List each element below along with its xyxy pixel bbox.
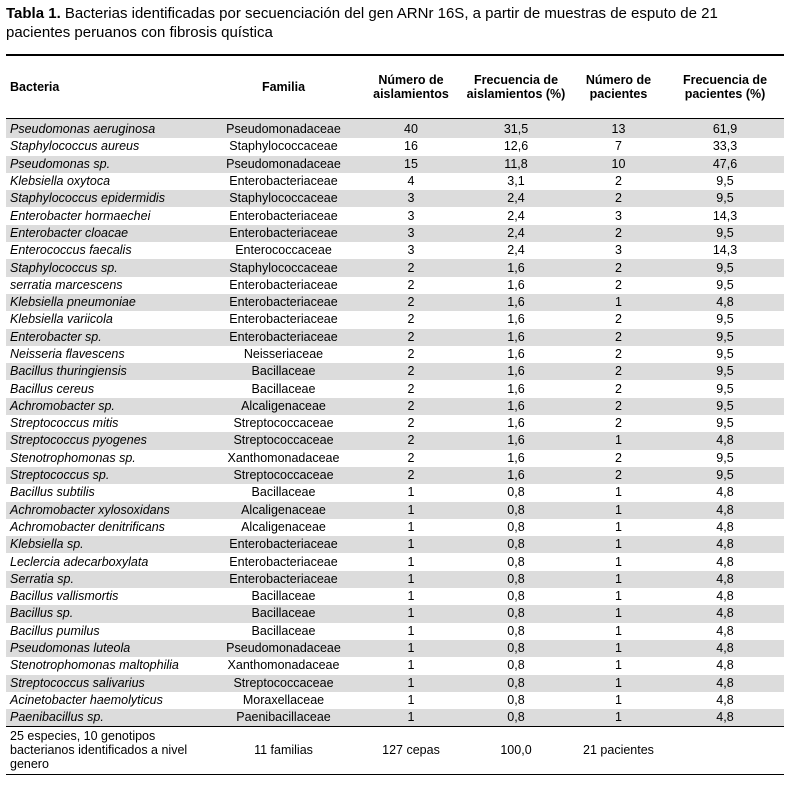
table-row	[6, 156, 784, 173]
cell-numero-pacientes: 3	[615, 243, 622, 258]
cell-bacteria: Neisseria flavescens	[10, 347, 125, 361]
table-row	[6, 675, 784, 692]
cell-frecuencia-aislamientos: 1,6	[507, 312, 525, 327]
cell-frecuencia-pacientes: 4,8	[716, 692, 734, 707]
cell-numero-aislamientos: 1	[407, 658, 415, 673]
cell-frecuencia-pacientes: 4,8	[716, 658, 734, 673]
cell-bacteria: Achromobacter denitrificans	[10, 519, 165, 534]
cell-frecuencia-pacientes: 14,3	[712, 208, 738, 223]
cell-familia: Streptococcaceae	[206, 467, 361, 484]
cell-frecuencia-pacientes: 9,5	[716, 450, 734, 465]
cell-numero-pacientes: 2	[571, 225, 666, 242]
cell-numero-aislamientos: 3	[407, 243, 415, 258]
cell-frecuencia-aislamientos: 0,8	[461, 709, 571, 727]
cell-familia: Enterobacteriaceae	[229, 174, 338, 189]
cell-frecuencia-pacientes: 4,8	[666, 640, 784, 657]
cell-numero-aislamientos: 16	[404, 139, 418, 154]
cell-frecuencia-pacientes: 61,9	[666, 119, 784, 139]
cell-numero-aislamientos: 2	[407, 381, 415, 396]
cell-numero-pacientes: 2	[615, 174, 622, 189]
cell-familia: Pseudomonadaceae	[206, 156, 361, 173]
cell-numero-aislamientos: 1	[407, 554, 415, 569]
cell-frecuencia-aislamientos: 31,5	[461, 119, 571, 139]
cell-familia: Pseudomonadaceae	[206, 640, 361, 657]
cell-frecuencia-pacientes: 9,5	[716, 416, 734, 431]
footer-aislamientos-summary: 127 cepas	[361, 727, 461, 775]
cell-familia: Alcaligenaceae	[206, 502, 361, 519]
cell-bacteria: Pseudomonas aeruginosa	[6, 119, 206, 139]
cell-numero-pacientes: 2	[571, 398, 666, 415]
cell-frecuencia-aislamientos: 0,8	[461, 536, 571, 553]
table-row	[6, 380, 784, 397]
cell-bacteria: Stenotrophomonas sp.	[10, 450, 136, 465]
cell-frecuencia-pacientes: 9,5	[716, 277, 734, 292]
cell-numero-pacientes: 2	[615, 347, 622, 361]
cell-numero-pacientes: 1	[615, 485, 622, 500]
cell-familia: Alcaligenaceae	[241, 519, 326, 534]
cell-familia: Xanthomonadaceae	[227, 658, 340, 673]
cell-frecuencia-pacientes: 4,8	[666, 709, 784, 727]
cell-bacteria: Klebsiella oxytoca	[10, 174, 111, 189]
cell-numero-pacientes: 2	[615, 312, 622, 327]
table-row	[6, 190, 784, 207]
cell-numero-pacientes: 1	[615, 519, 622, 534]
cell-bacteria: Streptococcus sp.	[6, 467, 206, 484]
cell-frecuencia-aislamientos: 0,8	[507, 485, 525, 500]
cell-familia: Streptococcaceae	[206, 675, 361, 692]
header-row	[6, 55, 784, 119]
cell-frecuencia-aislamientos: 1,6	[461, 329, 571, 346]
cell-frecuencia-pacientes: 4,8	[666, 502, 784, 519]
footer-freq-pacientes-summary	[666, 727, 784, 775]
cell-frecuencia-pacientes: 4,8	[716, 485, 734, 500]
cell-numero-pacientes: 2	[571, 329, 666, 346]
cell-frecuencia-aislamientos: 1,6	[461, 398, 571, 415]
cell-familia: Paenibacillaceae	[206, 709, 361, 727]
cell-numero-pacientes: 2	[571, 363, 666, 380]
cell-frecuencia-aislamientos: 1,6	[461, 294, 571, 311]
header-bacteria: Bacteria	[6, 55, 206, 119]
cell-familia: Enterobacteriaceae	[206, 329, 361, 346]
cell-numero-pacientes: 2	[571, 259, 666, 276]
table-row	[6, 623, 784, 640]
cell-bacteria: Acinetobacter haemolyticus	[10, 692, 163, 707]
cell-numero-aislamientos: 1	[361, 605, 461, 622]
cell-bacteria: Staphylococcus aureus	[10, 139, 140, 154]
cell-numero-aislamientos: 1	[361, 502, 461, 519]
cell-numero-aislamientos: 2	[361, 432, 461, 449]
cell-frecuencia-pacientes: 9,5	[666, 259, 784, 276]
cell-bacteria: Bacillus subtilis	[10, 485, 95, 500]
cell-frecuencia-pacientes: 9,5	[666, 225, 784, 242]
cell-frecuencia-pacientes: 4,8	[666, 536, 784, 553]
table-row	[6, 225, 784, 242]
table-row	[6, 588, 784, 605]
cell-frecuencia-pacientes: 9,5	[716, 174, 734, 189]
cell-familia: Bacillaceae	[251, 623, 316, 638]
cell-numero-aislamientos: 1	[361, 640, 461, 657]
cell-familia: Pseudomonadaceae	[206, 119, 361, 139]
cell-frecuencia-aislamientos: 0,8	[507, 692, 525, 707]
cell-familia: Streptococcaceae	[206, 432, 361, 449]
cell-familia: Enterobacteriaceae	[206, 294, 361, 311]
cell-frecuencia-pacientes: 9,5	[716, 347, 734, 361]
table-row	[6, 605, 784, 622]
cell-numero-aislamientos: 2	[407, 312, 415, 327]
cell-numero-pacientes: 1	[571, 605, 666, 622]
cell-numero-aislamientos: 2	[361, 398, 461, 415]
cell-frecuencia-aislamientos: 0,8	[461, 502, 571, 519]
table-row	[6, 311, 784, 328]
table-row	[6, 709, 784, 727]
table-row	[6, 432, 784, 449]
cell-bacteria: Staphylococcus sp.	[6, 259, 206, 276]
cell-frecuencia-pacientes: 4,8	[716, 554, 734, 569]
cell-familia: Enterobacteriaceae	[206, 571, 361, 588]
table-caption	[6, 4, 786, 42]
cell-numero-pacientes: 2	[615, 416, 622, 431]
table-row	[6, 259, 784, 276]
cell-frecuencia-aislamientos: 3,1	[507, 174, 525, 189]
cell-familia: Enterobacteriaceae	[206, 536, 361, 553]
cell-numero-aislamientos: 1	[407, 692, 415, 707]
cell-familia: Neisseriaceae	[243, 347, 324, 361]
cell-numero-aislamientos: 40	[361, 119, 461, 139]
cell-numero-aislamientos: 2	[407, 450, 415, 465]
cell-frecuencia-pacientes: 9,5	[666, 190, 784, 207]
cell-bacteria: Stenotrophomonas maltophilia	[10, 658, 179, 673]
footer-bacteria-summary: 25 especies, 10 genotipos bacterianos identificados a nivel genero	[6, 727, 206, 775]
cell-numero-aislamientos: 2	[407, 347, 415, 361]
table-row	[6, 207, 784, 224]
cell-bacteria: Achromobacter sp.	[6, 398, 206, 415]
table-row	[6, 571, 784, 588]
header-familia: Familia	[206, 55, 361, 119]
cell-familia: Alcaligenaceae	[206, 398, 361, 415]
cell-frecuencia-pacientes: 4,8	[666, 571, 784, 588]
cell-frecuencia-pacientes: 9,5	[666, 363, 784, 380]
cell-numero-aislamientos: 1	[407, 519, 415, 534]
cell-frecuencia-aislamientos: 2,4	[507, 243, 525, 258]
cell-numero-aislamientos: 3	[361, 225, 461, 242]
cell-bacteria: Bacillus vallismortis	[10, 589, 119, 604]
header-numero-pacientes: Número de pacientes	[571, 55, 666, 119]
cell-numero-pacientes: 2	[615, 381, 622, 396]
table-row	[6, 398, 784, 415]
cell-frecuencia-aislamientos: 0,8	[507, 554, 525, 569]
cell-bacteria: Bacillus sp.	[6, 605, 206, 622]
cell-familia: Bacillaceae	[251, 381, 316, 396]
cell-frecuencia-aislamientos: 0,8	[461, 675, 571, 692]
cell-familia: Enterobacteriaceae	[206, 225, 361, 242]
cell-bacteria: Pseudomonas sp.	[6, 156, 206, 173]
cell-familia: Staphylococcaceae	[229, 139, 338, 154]
cell-frecuencia-aislamientos: 1,6	[507, 277, 525, 292]
cell-familia: Enterococcaceae	[235, 243, 332, 258]
cell-frecuencia-aislamientos: 0,8	[461, 605, 571, 622]
table-body	[6, 119, 784, 727]
cell-numero-aislamientos: 2	[361, 329, 461, 346]
cell-familia: Enterobacteriaceae	[229, 208, 338, 223]
cell-frecuencia-pacientes: 9,5	[666, 398, 784, 415]
cell-frecuencia-aislamientos: 1,6	[461, 259, 571, 276]
cell-bacteria: Staphylococcus epidermidis	[6, 190, 206, 207]
cell-bacteria: Bacillus cereus	[10, 381, 95, 396]
table-row	[6, 484, 784, 501]
table-row	[6, 450, 784, 467]
header-frecuencia-pacientes: Frecuencia de pacientes (%)	[666, 55, 784, 119]
cell-frecuencia-pacientes: 4,8	[666, 605, 784, 622]
cell-frecuencia-aislamientos: 2,4	[461, 190, 571, 207]
cell-frecuencia-pacientes: 4,8	[666, 432, 784, 449]
cell-numero-pacientes: 1	[571, 640, 666, 657]
cell-frecuencia-pacientes: 47,6	[666, 156, 784, 173]
table-row	[6, 467, 784, 484]
cell-frecuencia-pacientes: 9,5	[666, 329, 784, 346]
cell-frecuencia-pacientes: 4,8	[666, 675, 784, 692]
cell-bacteria: Enterobacter hormaechei	[10, 208, 151, 223]
cell-familia: Bacillaceae	[251, 485, 316, 500]
table-row	[6, 173, 784, 190]
cell-bacteria: Klebsiella pneumoniae	[6, 294, 206, 311]
cell-bacteria: Streptococcus pyogenes	[6, 432, 206, 449]
cell-numero-aislamientos: 3	[361, 190, 461, 207]
footer-row	[6, 727, 784, 775]
cell-bacteria: Streptococcus mitis	[10, 416, 119, 431]
cell-familia: Xanthomonadaceae	[227, 450, 340, 465]
cell-numero-pacientes: 3	[615, 208, 622, 223]
cell-bacteria: Bacillus thuringiensis	[6, 363, 206, 380]
caption-text: Bacterias identificadas por secuenciación del gen ARNr 16S, a partir de muestras de esputo de 21 pacientes peruanos con fibrosis quística	[6, 5, 718, 41]
cell-familia: Bacillaceae	[206, 605, 361, 622]
cell-bacteria: Enterobacter sp.	[6, 329, 206, 346]
caption-label: Tabla 1.	[6, 5, 61, 22]
cell-numero-aislamientos: 1	[407, 589, 415, 604]
cell-frecuencia-aislamientos: 1,6	[507, 450, 525, 465]
cell-numero-aislamientos: 1	[361, 536, 461, 553]
cell-familia: Enterobacteriaceae	[229, 554, 338, 569]
cell-numero-pacientes: 1	[615, 554, 622, 569]
cell-familia: Bacillaceae	[251, 589, 316, 604]
cell-numero-aislamientos: 2	[361, 363, 461, 380]
footer-pacientes-summary: 21 pacientes	[571, 727, 666, 775]
cell-frecuencia-aislamientos: 12,6	[503, 139, 529, 154]
cell-numero-pacientes: 2	[615, 277, 622, 292]
cell-frecuencia-aislamientos: 1,6	[461, 363, 571, 380]
cell-numero-aislamientos: 1	[361, 571, 461, 588]
cell-bacteria: Leclercia adecarboxylata	[10, 554, 149, 569]
cell-frecuencia-pacientes: 4,8	[716, 589, 734, 604]
footer-freq-aislamientos-summary: 100,0	[461, 727, 571, 775]
cell-frecuencia-pacientes: 9,5	[716, 381, 734, 396]
cell-frecuencia-aislamientos: 2,4	[507, 208, 525, 223]
cell-numero-aislamientos: 2	[407, 277, 415, 292]
table-row	[6, 519, 784, 536]
cell-numero-pacientes: 1	[571, 432, 666, 449]
cell-numero-pacientes: 2	[571, 190, 666, 207]
cell-numero-pacientes: 1	[571, 294, 666, 311]
cell-numero-pacientes: 1	[571, 536, 666, 553]
footer-familia-summary: 11 familias	[206, 727, 361, 775]
cell-bacteria: Klebsiella sp.	[6, 536, 206, 553]
cell-numero-pacientes: 2	[571, 467, 666, 484]
cell-bacteria: Serratia sp.	[6, 571, 206, 588]
cell-frecuencia-aislamientos: 1,6	[461, 432, 571, 449]
cell-numero-pacientes: 10	[571, 156, 666, 173]
cell-bacteria: serratia marcescens	[10, 277, 123, 292]
cell-frecuencia-aislamientos: 0,8	[507, 589, 525, 604]
cell-familia: Enterobacteriaceae	[229, 277, 338, 292]
cell-familia: Streptococcaceae	[233, 416, 334, 431]
cell-numero-aislamientos: 2	[361, 467, 461, 484]
cell-bacteria: Paenibacillus sp.	[6, 709, 206, 727]
table-row	[6, 415, 784, 432]
cell-familia: Staphylococcaceae	[206, 259, 361, 276]
table-row	[6, 553, 784, 570]
cell-frecuencia-pacientes: 14,3	[712, 243, 738, 258]
cell-familia: Moraxellaceae	[242, 692, 325, 707]
table-row	[6, 138, 784, 155]
cell-bacteria: Achromobacter xylosoxidans	[6, 502, 206, 519]
cell-familia: Enterobacteriaceae	[229, 312, 338, 327]
cell-numero-aislamientos: 15	[361, 156, 461, 173]
cell-familia: Staphylococcaceae	[206, 190, 361, 207]
cell-frecuencia-aislamientos: 1,6	[507, 381, 525, 396]
cell-frecuencia-aislamientos: 0,8	[507, 519, 525, 534]
cell-frecuencia-pacientes: 33,3	[712, 139, 738, 154]
header-numero-aislamientos: Número de aislamientos	[361, 55, 461, 119]
cell-numero-pacientes: 1	[615, 623, 622, 638]
cell-numero-pacientes: 2	[615, 450, 622, 465]
cell-numero-pacientes: 1	[615, 692, 622, 707]
cell-bacteria: Enterobacter cloacae	[6, 225, 206, 242]
cell-frecuencia-aislamientos: 0,8	[507, 623, 525, 638]
cell-frecuencia-aislamientos: 1,6	[507, 416, 525, 431]
cell-frecuencia-pacientes: 9,5	[666, 467, 784, 484]
cell-numero-aislamientos: 2	[407, 416, 415, 431]
table-row	[6, 277, 784, 294]
cell-frecuencia-aislamientos: 1,6	[507, 347, 525, 361]
table-row	[6, 692, 784, 709]
table-row	[6, 242, 784, 259]
cell-frecuencia-aislamientos: 0,8	[461, 640, 571, 657]
cell-frecuencia-pacientes: 4,8	[716, 519, 734, 534]
table-row	[6, 657, 784, 674]
cell-frecuencia-aislamientos: 0,8	[507, 658, 525, 673]
cell-frecuencia-aislamientos: 0,8	[461, 571, 571, 588]
cell-numero-pacientes: 1	[571, 675, 666, 692]
table-row	[6, 294, 784, 311]
cell-numero-aislamientos: 1	[407, 623, 415, 638]
cell-numero-pacientes: 1	[615, 658, 622, 673]
cell-bacteria: Bacillus pumilus	[10, 623, 100, 638]
cell-numero-aislamientos: 3	[407, 208, 415, 223]
cell-numero-aislamientos: 2	[361, 259, 461, 276]
cell-frecuencia-pacientes: 4,8	[666, 294, 784, 311]
cell-frecuencia-pacientes: 4,8	[716, 623, 734, 638]
cell-frecuencia-aislamientos: 2,4	[461, 225, 571, 242]
cell-bacteria: Pseudomonas luteola	[6, 640, 206, 657]
bacteria-table	[6, 54, 784, 775]
cell-numero-aislamientos: 2	[361, 294, 461, 311]
cell-bacteria: Enterococcus faecalis	[10, 243, 132, 258]
table-footer	[6, 727, 784, 775]
cell-frecuencia-aislamientos: 1,6	[461, 467, 571, 484]
cell-frecuencia-aislamientos: 11,8	[461, 156, 571, 173]
cell-numero-pacientes: 7	[615, 139, 622, 154]
cell-bacteria: Streptococcus salivarius	[6, 675, 206, 692]
cell-familia: Bacillaceae	[206, 363, 361, 380]
table-row	[6, 640, 784, 657]
cell-numero-pacientes: 1	[571, 571, 666, 588]
header-frecuencia-aislamientos: Frecuencia de aislamientos (%)	[461, 55, 571, 119]
cell-numero-pacientes: 1	[571, 709, 666, 727]
table-row	[6, 346, 784, 363]
cell-numero-pacientes: 1	[615, 589, 622, 604]
table-row	[6, 119, 784, 139]
table-header	[6, 55, 784, 119]
cell-numero-aislamientos: 1	[361, 675, 461, 692]
table-row	[6, 536, 784, 553]
cell-numero-aislamientos: 4	[407, 174, 415, 189]
cell-numero-pacientes: 1	[571, 502, 666, 519]
cell-bacteria: Klebsiella variicola	[10, 312, 113, 327]
cell-numero-aislamientos: 1	[407, 485, 415, 500]
table-row	[6, 329, 784, 346]
cell-numero-pacientes: 13	[571, 119, 666, 139]
cell-numero-aislamientos: 1	[361, 709, 461, 727]
cell-frecuencia-pacientes: 9,5	[716, 312, 734, 327]
table-row	[6, 363, 784, 380]
table-row	[6, 502, 784, 519]
